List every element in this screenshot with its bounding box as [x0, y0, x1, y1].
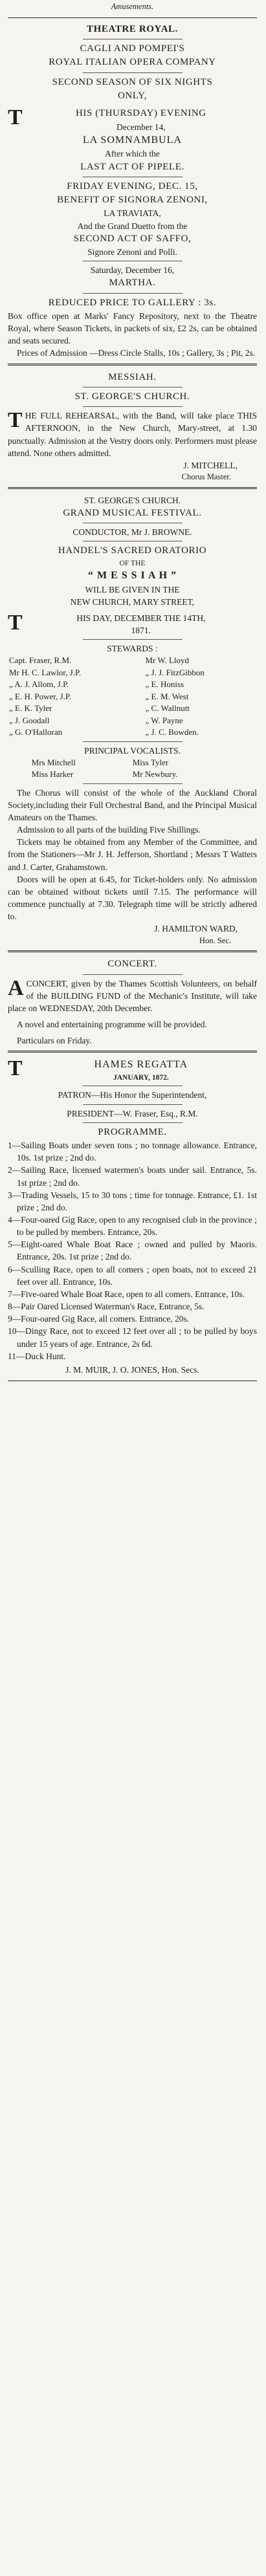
- divider: [83, 1122, 183, 1123]
- steward-name: Mr H. C. Lawlor, J.P.: [9, 667, 82, 677]
- concert-title: CONCERT.: [107, 959, 157, 970]
- dropcap: T: [8, 610, 23, 635]
- prices-text: Prices of Admission —Dress Circle Stalls, 10s ; Gallery, 3s ; Pit, 2s.: [17, 348, 256, 358]
- divider: [8, 487, 257, 489]
- particulars-text: Particulars on Friday.: [17, 1036, 92, 1046]
- divider: [8, 1051, 257, 1053]
- benefit-line: BENEFIT OF SIGNORA ZENONI,: [57, 195, 208, 206]
- festival-title: GRAND MUSICAL FESTIVAL.: [63, 507, 202, 518]
- divider: [83, 1104, 183, 1105]
- location-line: NEW CHURCH, MARY STREET,: [70, 596, 195, 607]
- programme-item: 10—Dingy Race, not to exceed 12 feet over all ; to be pulled by boys under 15 years of age. Entrance, 2s 6d.: [8, 1326, 257, 1349]
- divider: [83, 741, 183, 742]
- steward-name: „ G. O'Halloran: [9, 727, 63, 737]
- festival-church: ST. GEORGE'S CHURCH.: [83, 495, 181, 505]
- last-act-line: LAST ACT OF PIPELE.: [80, 161, 184, 172]
- divider: [8, 17, 257, 18]
- festival-date-block: [8, 612, 257, 637]
- concert-ad: [8, 957, 257, 1047]
- programme-item: 9—Four-oared Gig Race, all comers. Entrance, 20s.: [8, 1314, 190, 1324]
- evening-block: [8, 107, 257, 133]
- stewards-table: [8, 655, 257, 738]
- section-header-text: Amusements.: [111, 2, 154, 11]
- divider: [8, 950, 257, 952]
- duetto-line: And the Grand Duetto from the: [77, 221, 188, 231]
- novel-text: A novel and entertaining programme will be provided.: [17, 1020, 207, 1030]
- dropcap: T: [8, 408, 23, 433]
- steward-name: „ E. H. Power, J.P.: [9, 691, 71, 701]
- steward-name: „ W. Payne: [145, 715, 183, 725]
- dropcap: A: [8, 976, 24, 1000]
- steward-name: „ C. Wallnutt: [145, 703, 190, 714]
- vocalist-name: Mrs Mitchell: [31, 757, 76, 767]
- box-office-text: Box office open at Marks' Fancy Repository, next to the Theatre Royal, where Season Tickets, in packets of six, £2 2s, can be obtained and seats secured.: [8, 311, 257, 346]
- church-title: ST. GEORGE'S CHURCH.: [74, 391, 190, 402]
- divider: [83, 639, 183, 640]
- season-line1: SECOND SEASON OF SIX NIGHTS: [52, 76, 213, 87]
- programme-item: 1—Sailing Boats under seven tons ; no tonnage allowance. Entrance, 10s. 1st prize ; 2nd do.: [8, 1141, 257, 1163]
- reduced-price-line: REDUCED PRICE TO GALLERY : 3s.: [48, 297, 217, 308]
- festival-day: HIS DAY, DECEMBER THE 14TH,: [76, 613, 206, 623]
- opera-title-2: LA TRAVIATA,: [104, 208, 161, 219]
- saturday-line: Saturday, December 16,: [90, 265, 175, 276]
- company-line1: CAGLI AND POMPEI'S: [80, 43, 185, 54]
- programme-item: 11—Duck Hunt.: [8, 1351, 66, 1361]
- given-line: WILL BE GIVEN IN THE: [85, 584, 180, 595]
- steward-name: Capt. Fraser, R.M.: [9, 655, 72, 666]
- messiah-heading: “ M E S S I A H ”: [87, 569, 177, 581]
- tickets-text: Tickets may be obtained from any Member of the Committee, and from the Stationers—Mr J. H. Jefferson, Shortland ; Messrs T Watters and J. Carter, Grahamstown.: [8, 837, 257, 872]
- steward-name: „ A. J. Allom, J.P.: [9, 679, 69, 690]
- programme-item: 4—Four-oared Gig Race, open to any recognised club in the province ; to be pulled by members. Entrance, 20s.: [8, 1214, 257, 1238]
- opera-title: LA SOMNAMBULA: [82, 134, 182, 146]
- stewards-title: STEWARDS :: [107, 644, 158, 654]
- rehearsal-text: [8, 409, 257, 459]
- patron-line: PATRON—His Honor the Superintendent,: [58, 1090, 207, 1100]
- steward-row: [8, 655, 257, 666]
- vocalists-table: [30, 757, 235, 781]
- messiah-rehearsal-ad: [8, 371, 257, 483]
- friday-line: FRIDAY EVENING, DEC. 15,: [67, 180, 198, 191]
- second-act-line: SECOND ACT OF SAFFO,: [73, 233, 192, 244]
- steward-row: [8, 703, 257, 714]
- season-line2: ONLY,: [118, 90, 147, 101]
- vocalists-title: PRINCIPAL VOCALISTS.: [84, 745, 181, 756]
- dropcap: T: [8, 105, 23, 130]
- company-line2: ROYAL ITALIAN OPERA COMPANY: [49, 57, 216, 68]
- divider: [83, 783, 183, 784]
- steward-name: „ E. M. West: [145, 691, 189, 701]
- divider: [83, 406, 183, 407]
- festival-year: 1871.: [131, 626, 151, 636]
- concert-text: [8, 977, 257, 1014]
- vocalist-row: [30, 769, 235, 780]
- programme-item: 2—Sailing Race, licensed watermen's boats under sail. Entrance, 5s. 1st prize ; 2nd do.: [8, 1165, 257, 1188]
- programme-list: [8, 1139, 257, 1362]
- programme-item: 7—Five-oared Whale Boat Race, open to all comers. Entrance, 10s.: [8, 1289, 245, 1299]
- regatta-title: HAMES REGATTA: [94, 1059, 188, 1071]
- divider: [83, 974, 183, 975]
- steward-name: „ E. K. Tyler: [9, 703, 52, 714]
- opera-title-3: MARTHA.: [109, 278, 156, 289]
- evening-line: HIS (THURSDAY) EVENING: [75, 108, 206, 119]
- dropcap: T: [8, 1056, 23, 1081]
- doors-text: Doors will be open at 6.45, for Ticket-holders only. No admission can be obtained without tickets until 7.15. The performance will commence punctually at 7.30. Telegraph time will be strictly adhered to.: [8, 874, 257, 922]
- theatre-ad: [8, 23, 257, 360]
- steward-row: [8, 691, 257, 703]
- signature-role: Hon. Sec.: [199, 935, 231, 945]
- theatre-title: THEATRE ROYAL.: [87, 23, 178, 34]
- divider: [83, 72, 183, 73]
- programme-item: 8—Pair Oared Licensed Waterman's Race, Entrance, 5s.: [8, 1302, 205, 1312]
- steward-name: „ J. C. Bowden.: [145, 727, 199, 737]
- oratorio-line: HANDEL'S SACRED ORATORIO: [58, 545, 207, 556]
- vocalist-name: Mr Newbury.: [132, 769, 178, 780]
- date-line: December 14,: [116, 122, 166, 132]
- divider: [83, 293, 183, 294]
- regatta-signature: J. M. MUIR, J. O. JONES, Hon. Secs.: [65, 1364, 199, 1375]
- steward-name: „ J. Goodall: [9, 715, 50, 725]
- festival-ad: [8, 494, 257, 947]
- vocalist-name: Miss Harker: [31, 769, 74, 780]
- vocalist-row: [30, 757, 235, 769]
- conductor-line: CONDUCTOR, Mr J. BROWNE.: [72, 527, 192, 538]
- signature-name: J. MITCHELL,: [183, 460, 238, 470]
- singers-line: Signore Zenoni and Polli.: [87, 247, 177, 257]
- concert-body: CONCERT, given by the Thames Scottish Volunteers, on behalf of the BUILDING FUND of the Mechanic's Institute, will take place on WEDNESDAY, 20th December.: [8, 978, 257, 1013]
- divider: [8, 364, 257, 366]
- after-line: After which the: [105, 149, 160, 159]
- signature-name: J. HAMILTON WARD,: [154, 924, 238, 934]
- president-line: PRESIDENT—W. Fraser, Esq., R.M.: [67, 1108, 198, 1119]
- steward-row: [8, 667, 257, 679]
- regatta-date: JANUARY, 1872.: [113, 1074, 169, 1082]
- steward-row: [8, 715, 257, 726]
- steward-row: [8, 726, 257, 738]
- regatta-ad: [8, 1058, 257, 1376]
- blank-area: [8, 1386, 257, 2576]
- programme-item: 6—Sculling Race, open to all comers ; open boats, not to exceed 21 feet over all. Entrance, 10s.: [8, 1264, 257, 1287]
- steward-name: Mr W. Lloyd: [145, 655, 190, 666]
- programme-item: 5—Eight-oared Whale Boat Race ; owned and pulled by Maoris. Entrance, 20s. 1st prize ; 2nd do.: [8, 1239, 257, 1262]
- signature-role: Chorus Master.: [181, 472, 231, 481]
- messiah-title: MESSIAH.: [108, 371, 157, 382]
- rehearsal-body: HE FULL REHEARSAL, with the Band, will take place THIS AFTERNOON, in the New Church, Mary-street, at 1.30 punctually. Admission at the Vestry doors only. Performers must please attend. None others admitted.: [8, 411, 257, 458]
- steward-name: „ E. Honiss: [145, 679, 184, 690]
- regatta-title-block: [8, 1058, 257, 1083]
- chorus-text: The Chorus will consist of the whole of the Auckland Choral Society,including their Full Orchestral Band, and the Principal Musical Amateurs on the Thames.: [8, 787, 257, 822]
- admission-text: Admission to all parts of the building Five Shillings.: [17, 825, 201, 835]
- programme-title: PROGRAMME.: [98, 1126, 167, 1137]
- programme-item: 3—Trading Vessels, 15 to 30 tons ; time for tonnage. Entrance, £1. 1st prize ; 2nd do.: [8, 1190, 257, 1212]
- vocalist-name: Miss Tyler: [132, 757, 169, 767]
- steward-name: „ J. J. FitzGibbon: [145, 667, 205, 677]
- section-header: [8, 1, 257, 13]
- of-the-line: OF THE: [119, 559, 146, 567]
- steward-row: [8, 679, 257, 690]
